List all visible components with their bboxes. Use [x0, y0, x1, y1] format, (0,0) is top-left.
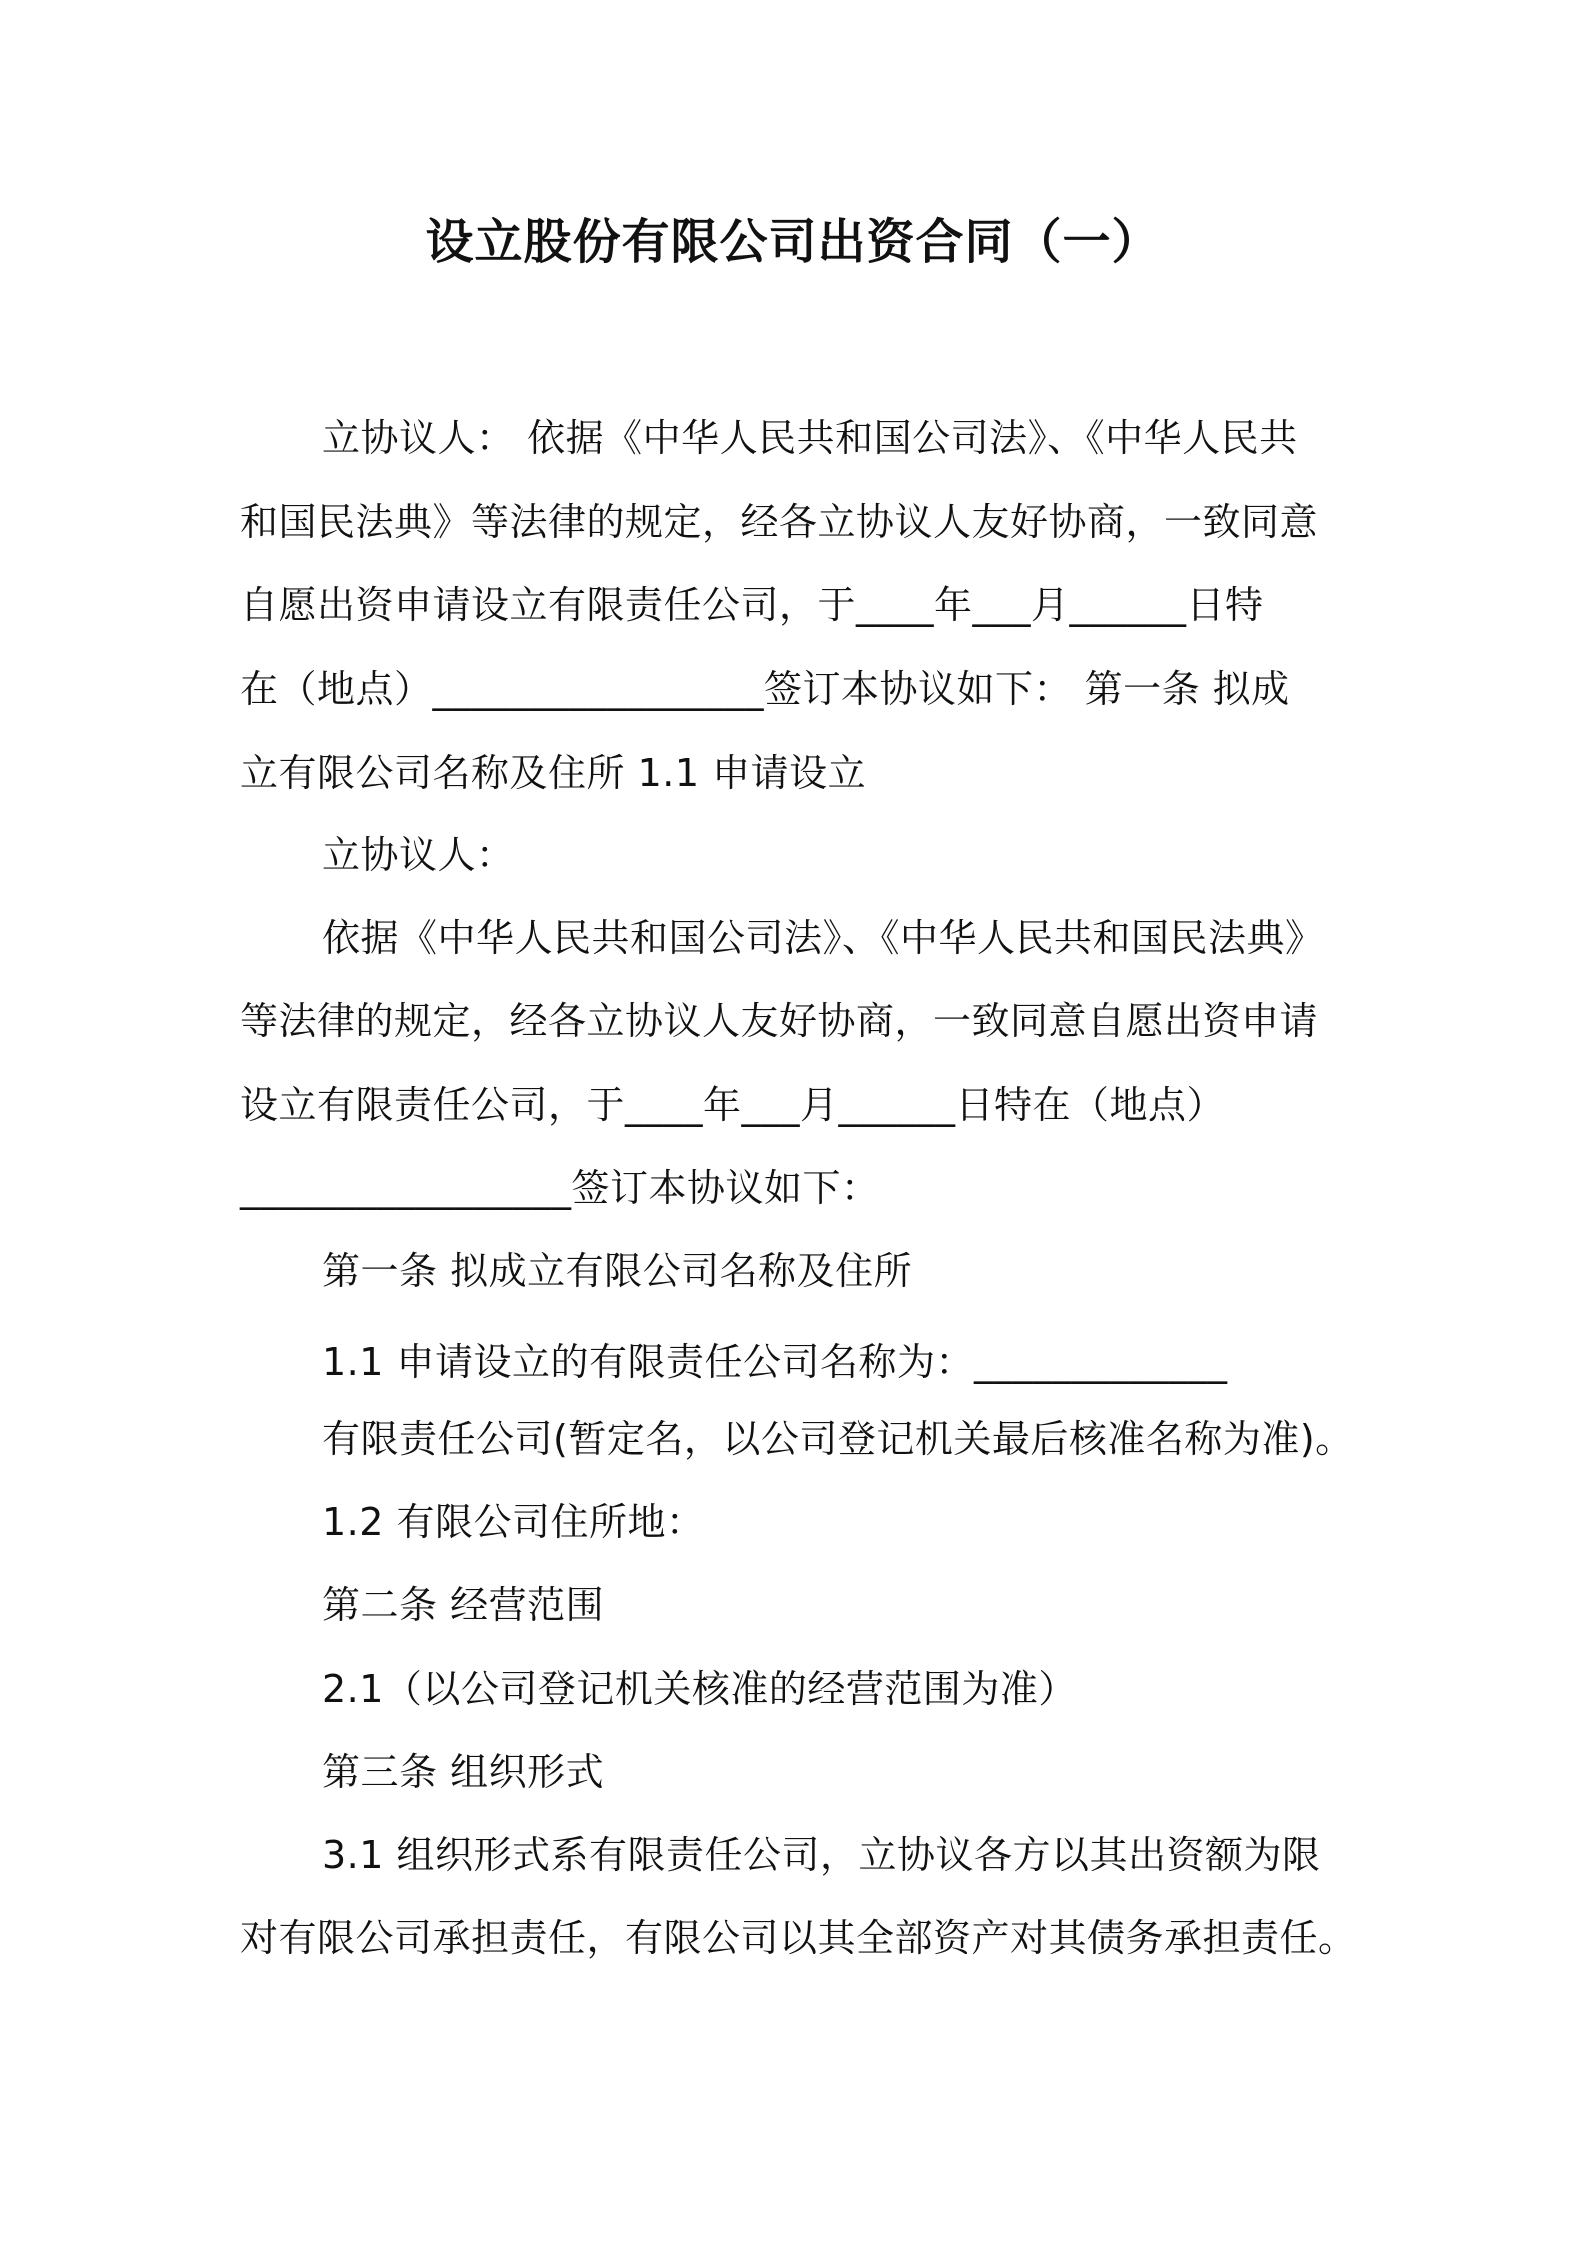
document-title: 设立股份有限公司出资合同（一） — [425, 214, 1161, 270]
paragraph-line: 立有限公司名称及住所 1.1 申请设立 — [240, 751, 867, 795]
section-heading: 第二条 经营范围 — [322, 1583, 605, 1627]
paragraph-line: 立协议人： 依据《中华人民共和国公司法》、《中华人民共 — [322, 416, 1298, 460]
paragraph-line: 1.2 有限公司住所地： — [322, 1500, 705, 1544]
paragraph-line: 3.1 组织形式系有限责任公司，立协议各方以其出资额为限 — [322, 1833, 1321, 1877]
paragraph-line: 对有限公司承担责任，有限公司以其全部资产对其债务承担责任。 — [240, 1916, 1357, 1960]
paragraph-line: 依据《中华人民共和国公司法》、《中华人民共和国民法典》 — [322, 916, 1324, 960]
paragraph-line: 设立有限责任公司，于____年___月______日特在（地点） — [240, 1083, 1226, 1127]
paragraph-line: 2.1（以公司登记机关核准的经营范围为准） — [322, 1667, 1077, 1711]
section-heading: 第一条 拟成立有限公司名称及住所 — [322, 1249, 913, 1293]
paragraph-line: 自愿出资申请设立有限责任公司，于____年___月______日特 — [240, 583, 1264, 627]
paragraph-line: _________________签订本协议如下： — [240, 1166, 880, 1210]
section-heading: 第三条 组织形式 — [322, 1750, 605, 1794]
paragraph-line: 立协议人： — [322, 833, 515, 877]
paragraph-line: 1.1 申请设立的有限责任公司名称为：_____________ — [322, 1340, 1228, 1384]
paragraph-line: 有限责任公司(暂定名，以公司登记机关最后核准名称为准)。 — [322, 1417, 1354, 1461]
paragraph-line: 和国民法典》等法律的规定，经各立协议人友好协商，一致同意 — [240, 500, 1319, 544]
paragraph-line: 等法律的规定，经各立协议人友好协商，一致同意自愿出资申请 — [240, 999, 1319, 1043]
paragraph-line: 在（地点）_________________签订本协议如下： 第一条 拟成 — [240, 667, 1290, 711]
